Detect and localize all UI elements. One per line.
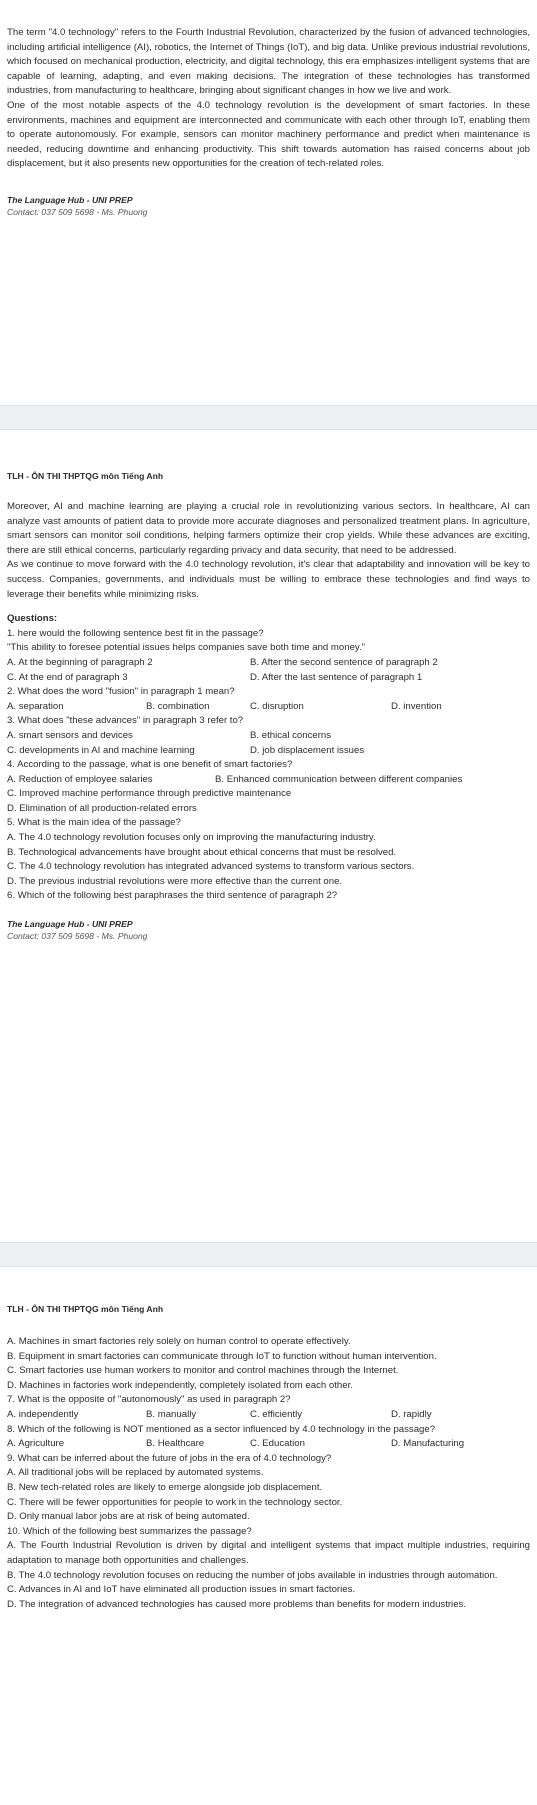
q6-option-c: C. Smart factories use human workers to monitor and control machines through the Internet.: [7, 1365, 399, 1377]
q2-option-a: A. separation: [7, 700, 64, 712]
q5-option-a: A. The 4.0 technology revolution focuses only on improving the manufacturing industry.: [7, 832, 376, 844]
page-header: TLH - ÔN THI THPTQG môn Tiếng Anh: [7, 1304, 164, 1314]
question-1-options-row2: [7, 671, 530, 686]
q1-option-d: D. After the last sentence of paragraph 1: [250, 671, 423, 683]
question-10: 10. Which of the following best summarizes the passage?: [7, 1525, 252, 1537]
paragraph-1: The term "4.0 technology" refers to the Fourth Industrial Revolution, characterized by the fusion of advanced technologies, including artificial intelligence (AI), robotics, the Internet of Things (IoT), and big data. Unlike previous industrial revolutions, which focused on mechanical production, electricity, and digital technology, this era emphasizes intelligent systems that are capable of learning, adapting, and even making decisions. The integration of these technologies has transformed industries, from manufacturing to healthcare, bringing about significant changes in how we live and work.: [7, 27, 530, 97]
paragraph-3: Moreover, AI and machine learning are playing a crucial role in revolutionizing various sectors. In healthcare, AI can analyze vast amounts of patient data to provide more accurate diagnoses and personalized treatment plans. In agriculture, smart sensors can monitor soil conditions, helping farmers optimize their crop yields. While these advances are exciting, there are still ethical concerns, particularly regarding privacy and data security, that need to be addressed.: [7, 501, 530, 556]
q5-option-b: B. Technological advancements have brought about ethical concerns that must be resolved.: [7, 846, 397, 858]
question-2-options: [7, 700, 530, 715]
q9-option-a: A. All traditional jobs will be replaced by automated systems.: [7, 1467, 264, 1479]
q2-option-d: D. invention: [391, 700, 442, 712]
paragraph-2: One of the most notable aspects of the 4.0 technology revolution is the development of smart factories. In these environments, machines and equipment are interconnected and communicate with each other through IoT, enabling them to operate autonomously. For example, sensors can monitor machinery performance and predict when maintenance is needed, reducing downtime and enhancing productivity. This shift towards automation has raised concerns about job displacement, but it also presents new opportunities for the creation of tech-related roles.: [7, 99, 530, 170]
question-7: 7. What is the opposite of "autonomously" as used in paragraph 2?: [7, 1394, 291, 1406]
q9-option-c: C. There will be fewer opportunities for people to work in the technology sector.: [7, 1496, 343, 1508]
page-2: [0, 430, 537, 1242]
page-header: TLH - ÔN THI THPTQG môn Tiếng Anh: [7, 471, 164, 481]
question-4-options-row1: [7, 773, 530, 788]
q2-option-c: C. disruption: [250, 700, 304, 712]
q9-option-b: B. New tech-related roles are likely to emerge alongside job displacement.: [7, 1481, 323, 1493]
page-1-content: [7, 26, 530, 218]
q5-option-d: D. The previous industrial revolutions were more effective than the current one.: [7, 875, 343, 887]
q1-option-b: B. After the second sentence of paragraph 2: [250, 656, 438, 668]
q10-option-b: B. The 4.0 technology revolution focuses on reducing the number of jobs available in industries through automation.: [7, 1569, 498, 1581]
question-5: 5. What is the main idea of the passage?: [7, 817, 181, 829]
q1-option-c: C. At the end of paragraph 3: [7, 671, 128, 683]
q3-option-b: B. ethical concerns: [250, 729, 332, 741]
q8-option-c: C. Education: [250, 1438, 305, 1450]
question-8-options: [7, 1437, 530, 1452]
q10-option-a: A. The Fourth Industrial Revolution is driven by digital and intelligent systems that impact multiple industries, requiring adaptation to manage both opportunities and challenges.: [7, 1540, 530, 1566]
q7-option-d: D. rapidly: [391, 1408, 432, 1420]
q3-option-d: D. job displacement issues: [250, 744, 365, 756]
question-3-options-row1: [7, 729, 530, 744]
question-2: 2. What does the word "fusion" in paragraph 1 mean?: [7, 686, 235, 698]
q5-option-c: C. The 4.0 technology revolution has integrated advanced systems to transform various sectors.: [7, 861, 415, 873]
question-6: 6. Which of the following best paraphrases the third sentence of paragraph 2?: [7, 890, 338, 902]
question-1: 1. here would the following sentence best fit in the passage?: [7, 627, 264, 639]
q10-option-d: D. The integration of advanced technologies has caused more problems than benefits for modern industries.: [7, 1598, 466, 1610]
q4-option-a: A. Reduction of employee salaries: [7, 773, 153, 785]
page-2-content: [7, 500, 530, 942]
q4-option-d: D. Elimination of all production-related errors: [7, 802, 197, 814]
q7-option-a: A. independently: [7, 1408, 79, 1420]
questions-title: Questions:: [7, 613, 58, 625]
brand-name: The Language Hub - UNI PREP: [7, 194, 133, 205]
question-1-options-row1: [7, 656, 530, 671]
q2-option-b: B. combination: [146, 700, 210, 712]
q3-option-a: A. smart sensors and devices: [7, 729, 133, 741]
page-separator: [0, 405, 537, 430]
question-4: 4. According to the passage, what is one benefit of smart factories?: [7, 759, 293, 771]
question-1-quote: "This ability to foresee potential issues helps companies save both time and money.": [7, 642, 366, 654]
q7-option-c: C. efficiently: [250, 1408, 303, 1420]
q9-option-d: D. Only manual labor jobs are at risk of being automated.: [7, 1511, 250, 1523]
q4-option-c: C. Improved machine performance through predictive maintenance: [7, 788, 292, 800]
page-3: [0, 1267, 537, 1805]
contact-info: Contact: 037 509 5698 - Ms. Phuong: [7, 931, 148, 942]
q8-option-d: D. Manufacturing: [391, 1438, 465, 1450]
q10-option-c: C. Advances in AI and IoT have eliminated all production issues in smart factories.: [7, 1584, 356, 1596]
question-7-options: [7, 1408, 530, 1423]
page-3-content: [7, 1335, 530, 1612]
q6-option-a: A. Machines in smart factories rely solely on human control to operate effectively.: [7, 1336, 351, 1347]
question-8: 8. Which of the following is NOT mentioned as a sector influenced by 4.0 technology in the passage?: [7, 1423, 436, 1435]
q8-option-a: A. Agriculture: [7, 1438, 65, 1450]
paragraph-4: As we continue to move forward with the 4.0 technology revolution, it's clear that adaptability and innovation will be key to success. Companies, governments, and individuals must be willing to embrace these technologies and find ways to leverage their benefits while minimizing risks.: [7, 559, 530, 600]
q7-option-b: B. manually: [146, 1408, 197, 1420]
question-3: 3. What does "these advances" in paragraph 3 refer to?: [7, 715, 244, 727]
page-separator: [0, 1242, 537, 1267]
q8-option-b: B. Healthcare: [146, 1438, 205, 1450]
q4-option-b: B. Enhanced communication between different companies: [215, 773, 463, 785]
contact-info: Contact: 037 509 5698 - Ms. Phuong: [7, 206, 148, 217]
page-1: [0, 0, 537, 405]
q6-option-b: B. Equipment in smart factories can communicate through IoT to function without human intervention.: [7, 1350, 437, 1362]
q3-option-c: C. developments in AI and machine learning: [7, 744, 195, 756]
q6-option-d: D. Machines in factories work independently, completely isolated from each other.: [7, 1379, 353, 1391]
q1-option-a: A. At the beginning of paragraph 2: [7, 656, 153, 668]
brand-name: The Language Hub - UNI PREP: [7, 919, 133, 930]
question-3-options-row2: [7, 744, 530, 759]
question-9: 9. What can be inferred about the future of jobs in the era of 4.0 technology?: [7, 1452, 332, 1464]
